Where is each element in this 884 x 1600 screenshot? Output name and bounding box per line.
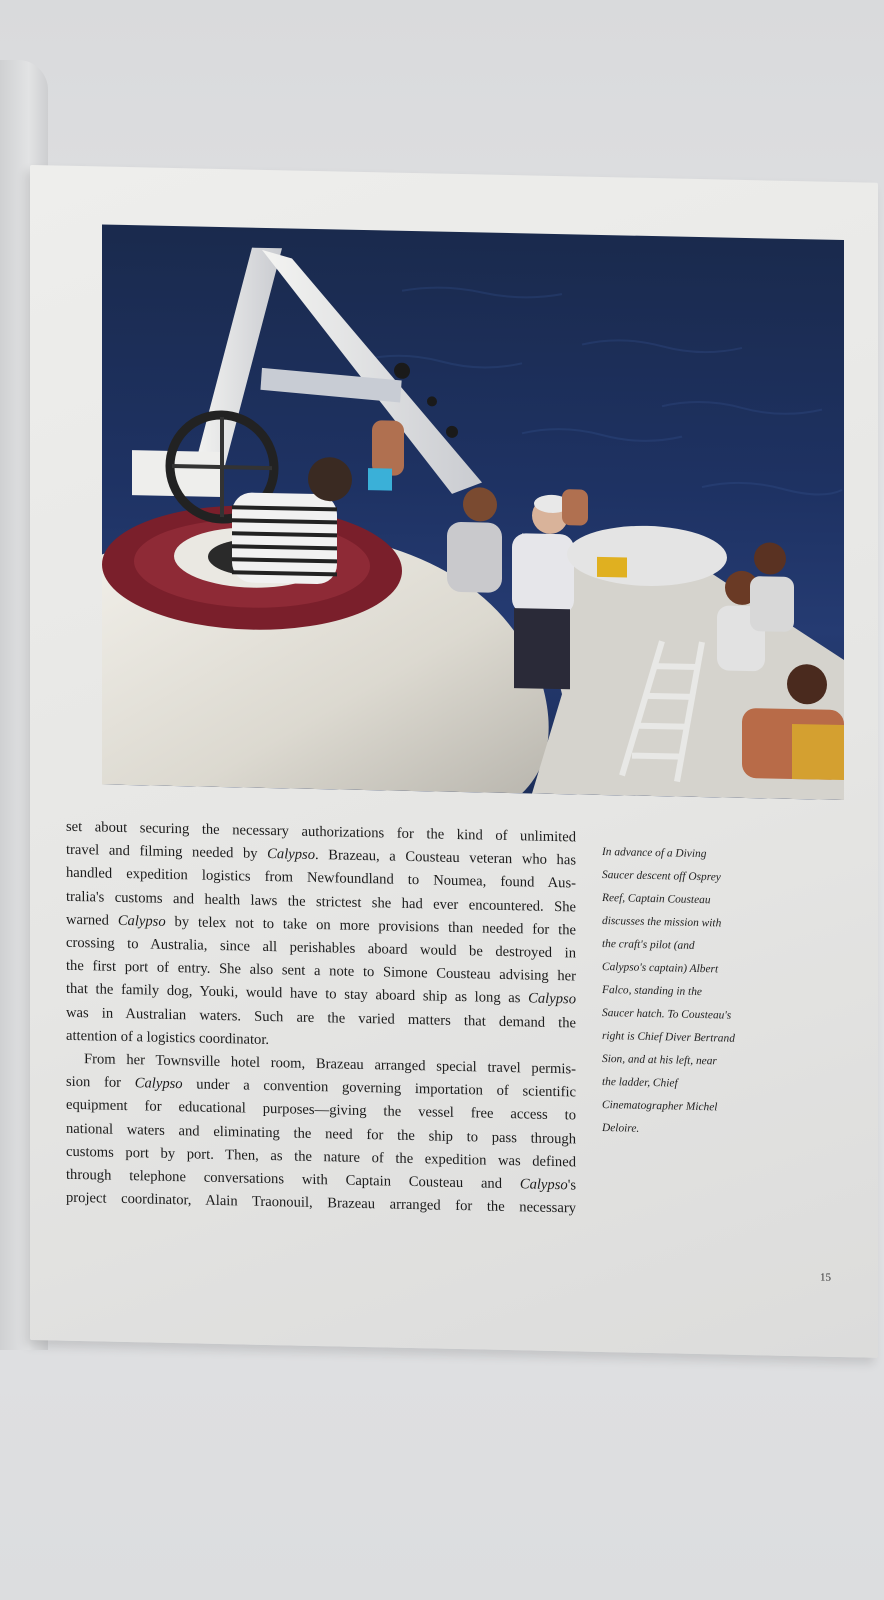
body-line: that the family dog, Youki, would have to stay aboard ship as long as Calypso [66,981,576,1008]
body-line: the first port of entry. She also sent a note to Simone Cousteau advising her [66,957,576,985]
deck-photo-illustration [102,225,844,801]
crane [132,245,482,502]
body-line: travel and filming needed by Calypso. Brazeau, a Cousteau veteran who has [66,841,577,869]
body-line: was in Australian waters. Such are the varied matters that demand the [66,1004,576,1032]
deck-photo [102,225,844,801]
body-line: equipment for educational purposes—giving the vessel free access to [66,1097,576,1124]
book-page [30,165,878,1358]
caption-line: In advance of a Diving [602,845,707,861]
caption-line: Saucer hatch. To Cousteau's [602,1006,732,1022]
body-line: set about securing the necessary authorizations for the kind of unlimited [66,818,576,846]
caption-line: the ladder, Chief [602,1075,678,1090]
caption-line: discusses the mission with [602,914,722,930]
caption-line: right is Chief Diver Bertrand [602,1029,735,1045]
page-number: 15 [820,1271,831,1284]
body-text [66,816,576,1221]
caption-line: Calypso's captain) Albert [602,960,719,976]
body-line: through telephone conversations with Captain Cousteau and Calypso's [66,1166,576,1194]
body-line: national waters and eliminating the need for the ship to pass through [66,1120,576,1148]
photo-caption [602,841,752,1143]
body-line: warned Calypso by telex not to take on more provisions than needed for the [66,911,576,939]
body-line: handled expedition logistics from Newfoundland to Noumea, found Aus- [66,865,576,892]
body-line: sion for Calypso under a convention governing importation of scientific [66,1073,576,1101]
body-line: project coordinator, Alain Traonouil, Brazeau arranged for the necessary [66,1190,576,1217]
caption-line: Saucer descent off Osprey [602,868,721,884]
body-line: attention of a logistics coordinator. [66,1027,270,1048]
caption-line: Falco, standing in the [602,983,702,999]
caption-line: Cinematographer Michel [602,1098,718,1114]
caption-line: the craft's pilot (and [602,937,695,952]
caption-line: Deloire. [602,1121,640,1135]
body-line: crossing to Australia, since all perishables aboard would be destroyed in [66,934,576,962]
body-line: customs port by port. Then, as the nature of the expedition was defined [66,1143,576,1171]
body-line: tralia's customs and health laws the strictest she had ever encountered. She [66,888,576,916]
caption-line: Sion, and at his left, near [602,1052,717,1068]
body-line: From her Townsville hotel room, Brazeau arranged special travel permis- [84,1051,576,1078]
caption-line: Reef, Captain Cousteau [602,891,711,907]
